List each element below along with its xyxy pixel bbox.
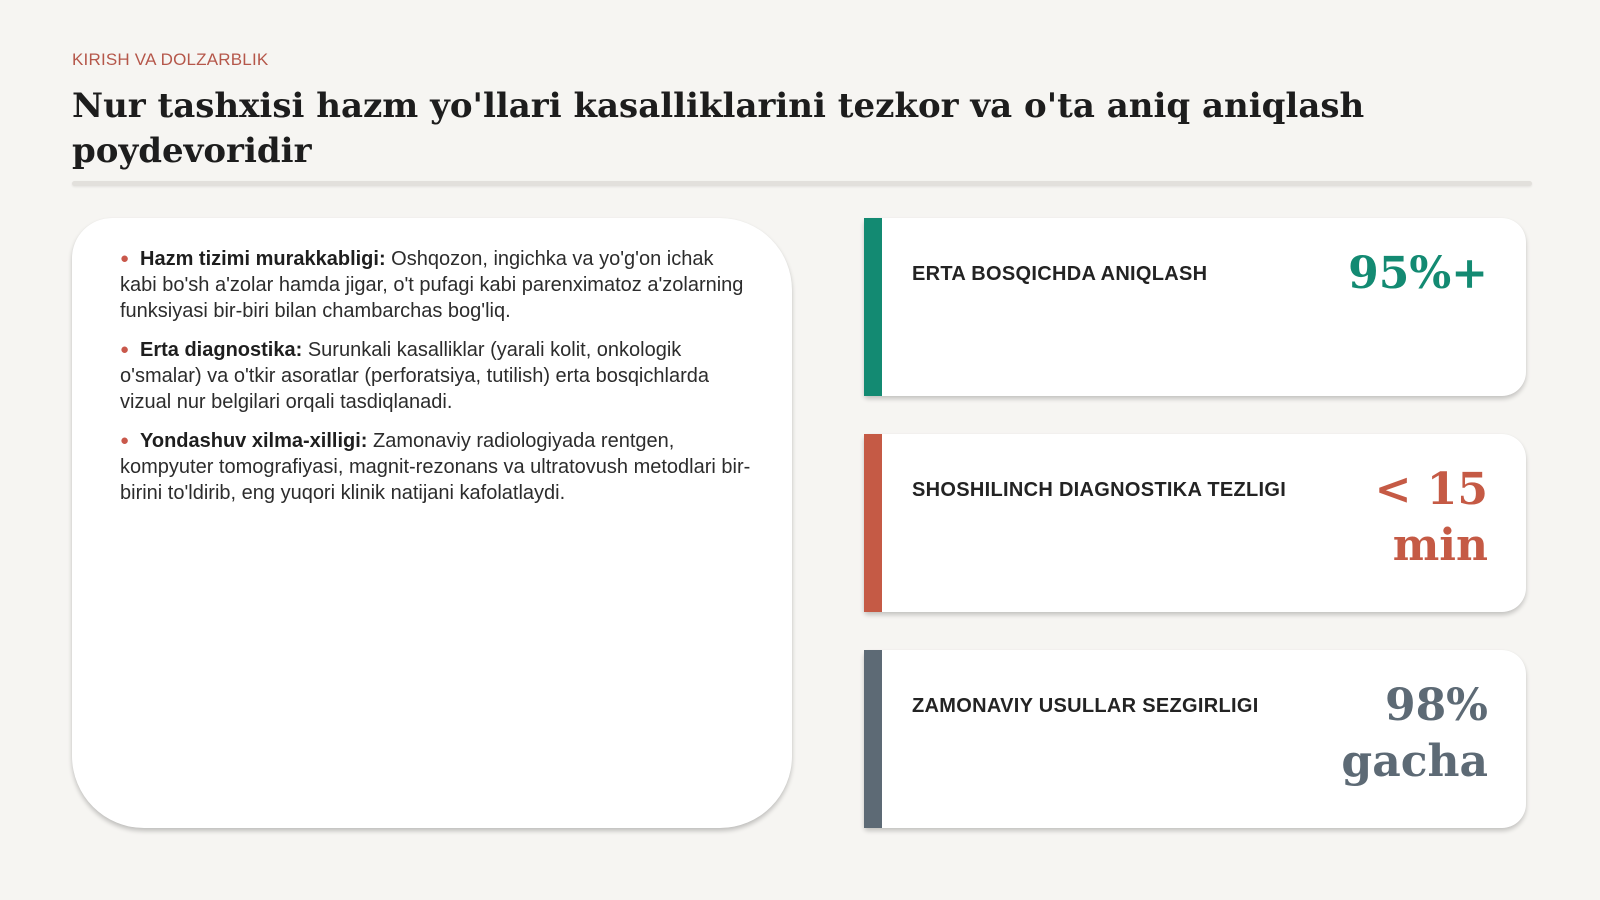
- bullet-term: Erta diagnostika:: [140, 339, 303, 361]
- page-title: Nur tashxisi hazm yo'llari kasalliklarini tezkor va o'ta aniq aniqlash poydevoridir: [72, 86, 1365, 171]
- stat-card-emergency-speed: [864, 434, 1526, 612]
- bullet-dot-icon: ●: [120, 341, 130, 358]
- stat-accent-bar: [864, 218, 882, 396]
- bullet-dot-icon: ●: [120, 432, 130, 449]
- bullet-text: Oshqozon, ingichka va yo'g'on ichak kabi bo'sh a'zolar hamda jigar, o't pufagi kabi parenximatoz a'zolarning funksiyasi bir-biri bilan chambarchas bog'liq.: [120, 248, 744, 322]
- bullet-dot-icon: ●: [120, 250, 130, 267]
- stat-accent-bar: [864, 434, 882, 612]
- stat-card-sensitivity: [864, 650, 1526, 828]
- bullet-item: [120, 246, 752, 324]
- stat-label: SHOSHILINCH DIAGNOSTIKA TEZLIGI: [912, 479, 1287, 501]
- text-card: [72, 218, 792, 828]
- stat-value: 98% gacha: [1341, 680, 1488, 787]
- section-label: KIRISH VA DOLZARBLIK: [72, 50, 269, 69]
- stat-accent-bar: [864, 650, 882, 828]
- stat-label: ZAMONAVIY USULLAR SEZGIRLIGI: [912, 695, 1259, 717]
- bullet-text: Zamonaviy radiologiyada rentgen, kompyuter tomografiyasi, magnit-rezonans va ultratovush metodlari bir-birini to'ldirib, eng yuqori klinik natijani kafolatlaydi.: [120, 430, 751, 504]
- stat-value: 95%+: [1348, 248, 1488, 299]
- stat-value: < 15 min: [1374, 464, 1488, 571]
- bullet-term: Yondashuv xilma-xilligi:: [140, 430, 368, 452]
- stat-card-early-detection: [864, 218, 1526, 396]
- title-divider: [72, 181, 1532, 186]
- bullet-text: Surunkali kasalliklar (yarali kolit, onkologik o'smalar) va o'tkir asoratlar (perforatsiya, tutilish) erta bosqichlarda vizual nur belgilari orqali tasdiqlanadi.: [120, 339, 709, 413]
- stat-label: ERTA BOSQICHDA ANIQLASH: [912, 263, 1208, 285]
- bullet-item: [120, 337, 752, 415]
- bullet-item: [120, 428, 752, 506]
- bullet-term: Hazm tizimi murakkabligi:: [140, 248, 386, 270]
